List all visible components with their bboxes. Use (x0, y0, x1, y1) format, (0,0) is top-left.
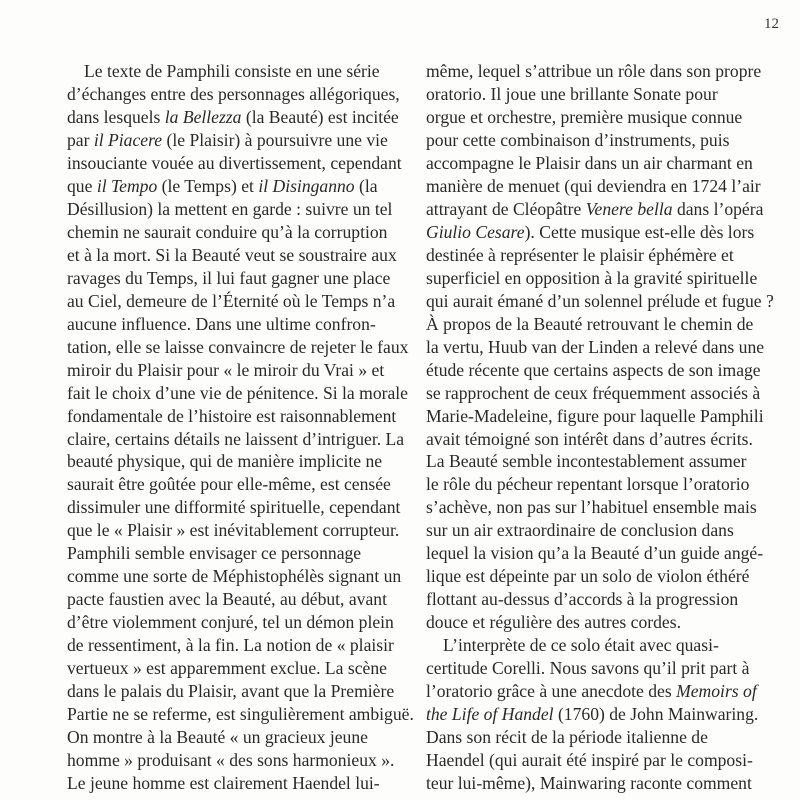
text-line (67, 290, 412, 313)
text-line (426, 106, 776, 129)
text-run: Marie-Madeleine, figure pour laquelle Pamphili (426, 405, 764, 426)
text-run: d’échanges entre des personnages allégoriques, (67, 83, 400, 104)
text-line (426, 405, 776, 428)
text-line (67, 175, 412, 198)
text-run: accompagne le Plaisir dans un air charmant en (426, 152, 753, 173)
text-run: comme une sorte de Méphistophélès signant un (67, 566, 402, 587)
text-run: Le jeune homme est clairement Haendel lui- (67, 773, 380, 794)
text-run: l’oratorio grâce à une anecdote des (426, 681, 677, 702)
text-run: par (67, 129, 94, 150)
text-run: que le « Plaisir » est inévitablement corrupteur. (67, 520, 400, 541)
text-run: À propos de la Beauté retrouvant le chemin de (426, 313, 754, 334)
text-run: douce et régulière des autres cordes. (426, 612, 681, 633)
text-run: de ressentiment, à la fin. La notion de « plaisir (67, 635, 394, 656)
text-line (67, 772, 412, 795)
text-run: pacte faustien avec la Beauté, au début, avant (67, 589, 387, 610)
text-line (67, 680, 412, 703)
text-run: (la Beauté) est incitée (241, 106, 399, 127)
text-run: même, lequel s’attribue un rôle dans son propre (426, 61, 762, 81)
text-run: au Ciel, demeure de l’Éternité où le Temps n’a (67, 290, 396, 311)
italic-title: the Life of Handel (426, 704, 554, 725)
text-run: dans lesquels (67, 106, 165, 127)
text-run: se rapprochent de ceux fréquemment associés à (426, 382, 761, 403)
text-run: chemin ne saurait conduire qu’à la corruption (67, 221, 388, 242)
text-run: dissimuler une difformité spirituelle, cependant (67, 497, 401, 518)
text-line (426, 519, 776, 542)
text-run: s’achève, non pas sur l’habituel ensemble mais (426, 497, 757, 518)
text-run: tation, elle se laisse convaincre de rejeter le faux (67, 336, 409, 357)
text-line (67, 703, 412, 726)
text-line (426, 428, 776, 451)
italic-title: Giulio Cesare (426, 221, 525, 242)
text-run: teur lui-même), Mainwaring raconte comment (426, 773, 752, 794)
text-line (426, 496, 776, 519)
text-run: la vertu, Huub van der Linden a relevé dans une (426, 336, 765, 357)
text-line (67, 83, 412, 106)
text-line (426, 336, 776, 359)
text-line (426, 611, 776, 634)
text-run: qui aurait émané d’un solennel prélude et fugue ? (426, 290, 774, 311)
text-run: lequel la vision qu’a la Beauté d’un guide angé- (426, 543, 764, 564)
text-run: L’interprète de ce solo était avec quasi- (443, 635, 719, 656)
text-run: Dans son récit de la période italienne de (426, 727, 708, 748)
text-run: le rôle du pécheur repentant lorsque l’oratorio (426, 474, 750, 495)
text-line (426, 152, 776, 175)
text-line (426, 450, 776, 473)
text-line (67, 496, 412, 519)
text-run: sur un air extraordinaire de conclusion dans (426, 520, 734, 541)
text-run: et à la mort. Si la Beauté veut se soustraire aux (67, 244, 397, 265)
text-line (67, 129, 412, 152)
text-run: orgue et orchestre, première musique connue (426, 106, 743, 127)
text-line (67, 221, 412, 244)
text-run: manière de menuet (qui deviendra en 1724 l’air (426, 175, 761, 196)
text-line (67, 450, 412, 473)
text-line (426, 634, 776, 657)
text-line (67, 519, 412, 542)
text-line (426, 542, 776, 565)
text-line (426, 221, 776, 244)
text-line (67, 267, 412, 290)
text-run: oratorio. Il joue une brillante Sonate pour (426, 83, 718, 104)
text-line (67, 565, 412, 588)
text-run: que (67, 175, 97, 196)
text-line (67, 657, 412, 680)
text-line (67, 405, 412, 428)
text-run: ravages du Temps, il lui faut gagner une place (67, 267, 391, 288)
text-run: flottant au-dessus d’accords à la progression (426, 589, 739, 610)
text-run: homme » produisant « des sons harmonieux ». (67, 750, 395, 771)
text-line (426, 244, 776, 267)
text-run: étude récente que certains aspects de son image (426, 359, 761, 380)
text-run: certitude Corelli. Nous savons qu’il prit part à (426, 658, 750, 679)
text-line (426, 703, 776, 726)
text-run: (1760) de John Mainwaring. (553, 704, 759, 725)
text-run: dans le palais du Plaisir, avant que la Première (67, 681, 395, 702)
text-line (426, 267, 776, 290)
text-run: miroir du Plaisir pour « le miroir du Vrai » et (67, 359, 385, 380)
text-run: aucune influence. Dans une ultime confron- (67, 313, 376, 334)
text-run: On montre à la Beauté « un gracieux jeune (67, 727, 368, 748)
text-line (426, 565, 776, 588)
text-line (67, 152, 412, 175)
text-line (67, 428, 412, 451)
text-line (426, 473, 776, 496)
text-line (67, 542, 412, 565)
text-line (67, 382, 412, 405)
italic-title: Venere bella (585, 198, 673, 219)
right-column (426, 60, 776, 795)
page-number: 12 (764, 16, 779, 32)
text-line (426, 175, 776, 198)
text-line (67, 198, 412, 221)
italic-title: Memoirs of (676, 681, 757, 702)
text-line (426, 382, 776, 405)
italic-title: la Bellezza (164, 106, 242, 127)
text-line (67, 749, 412, 772)
text-run: ). Cette musique est-elle dès lors (524, 221, 755, 242)
text-run: Partie ne se referme, est singulièrement ambiguë. (67, 704, 414, 725)
text-run: superficiel en opposition à la gravité spirituelle (426, 267, 758, 288)
text-run: avait témoigné son intérêt dans d’autres écrits. (426, 428, 753, 449)
text-run: insouciante vouée au divertissement, cependant (67, 152, 402, 173)
text-line (426, 772, 776, 795)
text-run: claire, certains détails ne laissent d’intriguer. La (67, 428, 405, 449)
text-line (426, 60, 776, 83)
text-run: Le texte de Pamphili consiste en une série (84, 61, 380, 81)
text-line (67, 244, 412, 267)
text-line (426, 588, 776, 611)
text-run: Désillusion) la mettent en garde : suivre un tel (67, 198, 393, 219)
italic-title: il Tempo (96, 175, 158, 196)
text-run: fait le choix d’une vie de pénitence. Si la morale (67, 382, 408, 403)
text-run: (le Temps) et (157, 175, 259, 196)
text-run: vertueux » est apparemment exclue. La scène (67, 658, 387, 679)
text-line (426, 749, 776, 772)
text-run: Haendel (qui aurait été inspiré par le composi- (426, 750, 753, 771)
text-run: (la (354, 175, 378, 196)
text-line (67, 611, 412, 634)
left-column (67, 60, 412, 795)
text-run: destinée à représenter le plaisir éphémère et (426, 244, 734, 265)
text-line (426, 359, 776, 382)
text-line (67, 106, 412, 129)
text-run: fondamentale de l’histoire est raisonnablement (67, 405, 397, 426)
text-line (426, 726, 776, 749)
italic-title: il Disinganno (258, 175, 355, 196)
text-line (426, 198, 776, 221)
text-line (426, 129, 776, 152)
text-line (426, 313, 776, 336)
text-run: lique est dépeinte par un solo de violon éthéré (426, 566, 750, 587)
text-line (426, 657, 776, 680)
text-line (67, 726, 412, 749)
text-run: pour cette combinaison d’instruments, puis (426, 129, 730, 150)
italic-title: il Piacere (93, 129, 163, 150)
text-line (67, 634, 412, 657)
text-run: Pamphili semble envisager ce personnage (67, 543, 362, 564)
text-run: dans l’opéra (672, 198, 764, 219)
text-line (426, 83, 776, 106)
text-line (67, 313, 412, 336)
text-line (67, 588, 412, 611)
text-line (67, 359, 412, 382)
text-line (426, 680, 776, 703)
text-run: beauté physique, qui de manière implicite ne (67, 451, 383, 472)
text-line (67, 60, 412, 83)
text-run: La Beauté semble incontestablement assumer (426, 451, 747, 472)
text-run: (le Plaisir) à poursuivre une vie (162, 129, 388, 150)
text-run: d’être violemment conjuré, tel un démon plein (67, 612, 394, 633)
text-line (67, 473, 412, 496)
text-run: attrayant de Cléopâtre (426, 198, 586, 219)
text-line (67, 336, 412, 359)
text-run: saurait être goûtée pour elle-même, est censée (67, 474, 391, 495)
text-line (426, 290, 776, 313)
